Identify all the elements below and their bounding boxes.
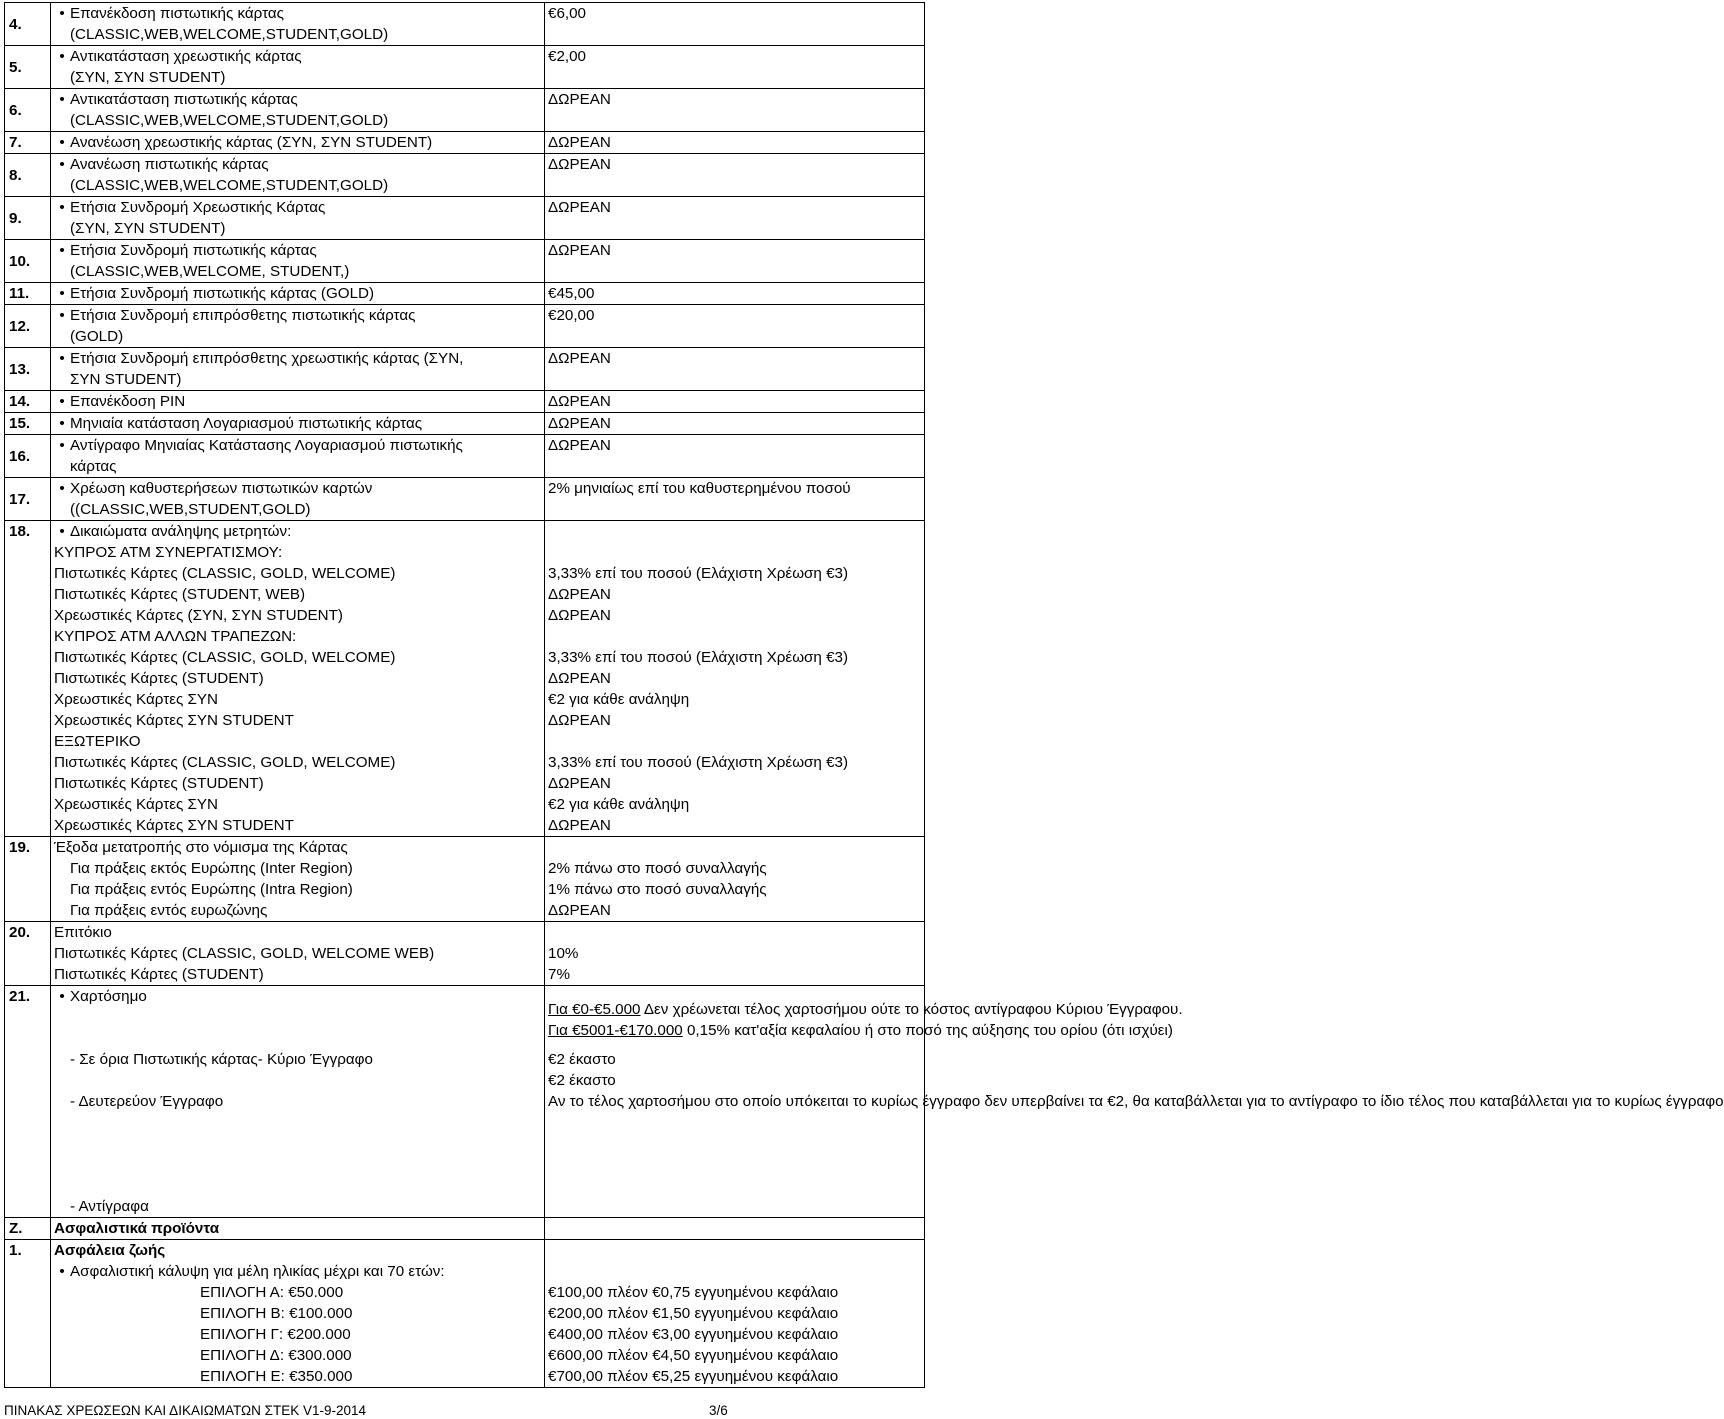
- table-row: [5, 46, 925, 89]
- row-fee: ΔΩΡΕΑΝ: [545, 89, 925, 132]
- row-fee: ΔΩΡΕΑΝ: [545, 132, 925, 154]
- row-fee: 10% 7%: [545, 922, 925, 986]
- bullet-icon: •: [59, 437, 65, 454]
- row-number: 21.: [5, 986, 51, 1218]
- row-fee: ΔΩΡΕΑΝ: [545, 348, 925, 391]
- row-description: Έξοδα μετατροπής στο νόμισμα της Κάρτας Για πράξεις εκτός Ευρώπης (Inter Region) Για πράξεις εντός Ευρώπης (Intra Region) Για πράξεις εντός ευρωζώνης: [51, 837, 545, 922]
- table-row: [5, 154, 925, 197]
- row-description: • Δικαιώματα ανάληψης μετρητών: ΚΥΠΡΟΣ ΑΤΜ ΣΥΝΕΡΓΑΤΙΣΜΟΥ: Πιστωτικές Κάρτες (CLASSIC, GOLD, WELCOME) Πιστωτικές Κάρτες (STUDENT, WEB) Χρεωστικές Κάρτες (ΣΥΝ, ΣΥΝ STUDENT) ΚΥΠΡΟΣ ΑΤΜ ΑΛΛΩΝ ΤΡΑΠΕΖΩΝ: Πιστωτικές Κάρτες (CLASSIC, GOLD, WELCOME) Πιστωτικές Κάρτες (STUDENT) Χρεωστικές Κάρτες ΣΥΝ Χρεωστικές Κάρτες ΣΥΝ STUDENT ΕΞΩΤΕΡΙΚΟ Πιστωτικές Κάρτες (CLASSIC, GOLD, WELCOME) Πιστωτικές Κάρτες (STUDENT) Χρεωστικές Κάρτες ΣΥΝ Χρεωστικές Κάρτες ΣΥΝ STUDENT: [51, 521, 545, 837]
- row-fee: €2,00: [545, 46, 925, 89]
- table-row: [5, 305, 925, 348]
- row-description: • Επανέκδοση πιστωτικής κάρτας (CLASSIC,WEB,WELCOME,STUDENT,GOLD): [51, 3, 545, 46]
- fees-table: [4, 2, 1724, 1388]
- table-row: [5, 197, 925, 240]
- table-row: [5, 240, 925, 283]
- row-description: • Ανανέωση πιστωτικής κάρτας (CLASSIC,WEB,WELCOME,STUDENT,GOLD): [51, 154, 545, 197]
- bullet-icon: •: [59, 307, 65, 324]
- row-number: 15.: [5, 413, 51, 435]
- row-fee: 2% μηνιαίως επί του καθυστερημένου ποσού: [545, 478, 925, 521]
- bullet-icon: •: [59, 350, 65, 367]
- row-number: 20.: [5, 922, 51, 986]
- table-row: [5, 3, 925, 46]
- row-fee: €45,00: [545, 283, 925, 305]
- row-description: • Ετήσια Συνδρομή πιστωτικής κάρτας (GOLD): [51, 283, 545, 305]
- row-fee: 2% πάνω στο ποσό συναλλαγής 1% πάνω στο ποσό συναλλαγής ΔΩΡΕΑΝ: [545, 837, 925, 922]
- row-number: 8.: [5, 154, 51, 197]
- section-title: Χαρτόσημο: [70, 988, 147, 1005]
- bullet-icon: •: [59, 415, 65, 432]
- insurance-section-header: [5, 1218, 925, 1240]
- row-fee: ΔΩΡΕΑΝ: [545, 240, 925, 283]
- row-description: • Χρέωση καθυστερήσεων πιστωτικών καρτών ((CLASSIC,WEB,STUDENT,GOLD): [51, 478, 545, 521]
- section-title: Ασφάλεια ζωής: [54, 1242, 166, 1259]
- row-number: 6.: [5, 89, 51, 132]
- row-fee: €6,00: [545, 3, 925, 46]
- bullet-icon: •: [59, 91, 65, 108]
- row-fee: €20,00: [545, 305, 925, 348]
- bullet-icon: •: [59, 285, 65, 302]
- row-fee: 3,33% επί του ποσού (Ελάχιστη Χρέωση €3) ΔΩΡΕΑΝ ΔΩΡΕΑΝ 3,33% επί του ποσού (Ελάχιστη Χρέωση €3) ΔΩΡΕΑΝ €2 για κάθε ανάληψη ΔΩΡΕΑΝ 3,33% επί του ποσού (Ελάχιστη Χρέωση €3) ΔΩΡΕΑΝ €2 για κάθε ανάληψη ΔΩΡΕΑΝ: [545, 521, 925, 837]
- bullet-icon: •: [59, 134, 65, 151]
- table-row: [5, 435, 925, 478]
- row-description: • Ετήσια Συνδρομή πιστωτικής κάρτας (CLASSIC,WEB,WELCOME, STUDENT,): [51, 240, 545, 283]
- row-number: 16.: [5, 435, 51, 478]
- bullet-icon: •: [59, 5, 65, 22]
- row-number: 9.: [5, 197, 51, 240]
- row-description: • Ανανέωση χρεωστικής κάρτας (ΣΥΝ, ΣΥΝ STUDENT): [51, 132, 545, 154]
- life-insurance-section: [5, 1240, 925, 1388]
- row-description: • Αντικατάσταση χρεωστικής κάρτας (ΣΥΝ, ΣΥΝ STUDENT): [51, 46, 545, 89]
- row-description: • Αντικατάσταση πιστωτικής κάρτας (CLASSIC,WEB,WELCOME,STUDENT,GOLD): [51, 89, 545, 132]
- row-fee: ΔΩΡΕΑΝ: [545, 435, 925, 478]
- row-number: 7.: [5, 132, 51, 154]
- stamp-duty-section: [5, 986, 925, 1218]
- group-title: ΚΥΠΡΟΣ ΑΤΜ ΣΥΝΕΡΓΑΤΙΣΜΟΥ:: [54, 544, 283, 561]
- table-row: [5, 89, 925, 132]
- row-description: • Αντίγραφο Μηνιαίας Κατάστασης Λογαριασμού πιστωτικής κάρτας: [51, 435, 545, 478]
- row-fee: Για €0-€5.000 Δεν χρέωνεται τέλος χαρτοσήμου ούτε το κόστος αντίγραφου Κύριου Έγγραφου. Για €5001-€170.000 0,15% κατ'αξία κεφαλαίου ή στο ποσό της αύξησης του ορίου (ότι ισχύει) €2 έκαστο €2 έκαστο Αν το τέλος χαρτοσήμου στο οποίο υπόκειται το κυρίως έγγραφο δεν υπερβαίνει τα €2, θα καταβάλλεται για το αντίγραφο το ίδιο τέλος που καταβάλλεται για το κυρίως έγγραφο: [545, 986, 925, 1218]
- row-number: 14.: [5, 391, 51, 413]
- row-number: 12.: [5, 305, 51, 348]
- table-row: [5, 348, 925, 391]
- row-number: 18.: [5, 521, 51, 837]
- row-description: Επιτόκιο Πιστωτικές Κάρτες (CLASSIC, GOLD, WELCOME WEB) Πιστωτικές Κάρτες (STUDENT): [51, 922, 545, 986]
- row-description: • Χαρτόσημο - Σε όρια Πιστωτικής κάρτας- Κύριο Έγγραφο - Δευτερεύον Έγγραφο - Αντίγραφα: [51, 986, 545, 1218]
- row-number: 11.: [5, 283, 51, 305]
- row-description: • Ετήσια Συνδρομή επιπρόσθετης χρεωστικής κάρτας (ΣΥΝ, ΣΥΝ STUDENT): [51, 348, 545, 391]
- cash-withdrawal-section: [5, 521, 925, 837]
- section-title: Έξοδα μετατροπής στο νόμισμα της Κάρτας: [54, 839, 348, 856]
- row-description: • Ετήσια Συνδρομή επιπρόσθετης πιστωτικής κάρτας (GOLD): [51, 305, 545, 348]
- row-fee: ΔΩΡΕΑΝ: [545, 154, 925, 197]
- row-number: 4.: [5, 3, 51, 46]
- page-number: 3/6: [709, 1403, 728, 1418]
- row-number: 5.: [5, 46, 51, 89]
- bullet-icon: •: [59, 156, 65, 173]
- table-row: [5, 391, 925, 413]
- row-description: • Ετήσια Συνδρομή Χρεωστικής Κάρτας (ΣΥΝ, ΣΥΝ STUDENT): [51, 197, 545, 240]
- bullet-icon: •: [59, 1263, 65, 1280]
- row-description: Ασφάλεια ζωής • Ασφαλιστική κάλυψη για μέλη ηλικίας μέχρι και 70 ετών: ΕΠΙΛΟΓΗ Α: €50.000 ΕΠΙΛΟΓΗ Β: €100.000 ΕΠΙΛΟΓΗ Γ: €200.000 ΕΠΙΛΟΓΗ Δ: €300.000 ΕΠΙΛΟΓΗ Ε: €350.000: [51, 1240, 545, 1388]
- bullet-icon: •: [59, 480, 65, 497]
- group-title: ΕΞΩΤΕΡΙΚΟ: [54, 733, 141, 750]
- bullet-icon: •: [59, 988, 65, 1005]
- row-number: 1.: [5, 1240, 51, 1388]
- bullet-icon: •: [59, 199, 65, 216]
- section-title: Δικαιώματα ανάληψης μετρητών:: [70, 523, 292, 540]
- row-fee: ΔΩΡΕΑΝ: [545, 391, 925, 413]
- bullet-icon: •: [59, 523, 65, 540]
- row-number: 17.: [5, 478, 51, 521]
- row-fee: ΔΩΡΕΑΝ: [545, 413, 925, 435]
- row-number: 10.: [5, 240, 51, 283]
- table-row: [5, 413, 925, 435]
- section-title: Ασφαλιστικά προϊόντα: [51, 1218, 545, 1240]
- bullet-icon: •: [59, 48, 65, 65]
- row-fee: €100,00 πλέον €0,75 εγγυημένου κεφάλαιο €200,00 πλέον €1,50 εγγυημένου κεφάλαιο €400,00 πλέον €3,00 εγγυημένου κεφάλαιο €600,00 πλέον €4,50 εγγυημένου κεφάλαιο €700,00 πλέον €5,25 εγγυημένου κεφάλαιο: [545, 1240, 925, 1388]
- bullet-icon: •: [59, 393, 65, 410]
- table-row: [5, 132, 925, 154]
- interest-rate-section: [5, 922, 925, 986]
- row-fee: ΔΩΡΕΑΝ: [545, 197, 925, 240]
- group-title: ΚΥΠΡΟΣ ΑΤΜ ΑΛΛΩΝ ΤΡΑΠΕΖΩΝ:: [54, 628, 297, 645]
- table-row: [5, 478, 925, 521]
- section-title: Επιτόκιο: [54, 924, 112, 941]
- table-row: [5, 283, 925, 305]
- currency-conversion-section: [5, 837, 925, 922]
- row-number: Ζ.: [5, 1218, 51, 1240]
- row-number: 19.: [5, 837, 51, 922]
- row-description: • Μηνιαία κατάσταση Λογαριασμού πιστωτικής κάρτας: [51, 413, 545, 435]
- footer-title: ΠΙΝΑΚΑΣ ΧΡΕΩΣΕΩΝ ΚΑΙ ΔΙΚΑΙΩΜΑΤΩΝ ΣΤΕΚ V1-9-2014: [4, 1403, 367, 1418]
- row-description: • Επανέκδοση PIN: [51, 391, 545, 413]
- bullet-icon: •: [59, 242, 65, 259]
- row-number: 13.: [5, 348, 51, 391]
